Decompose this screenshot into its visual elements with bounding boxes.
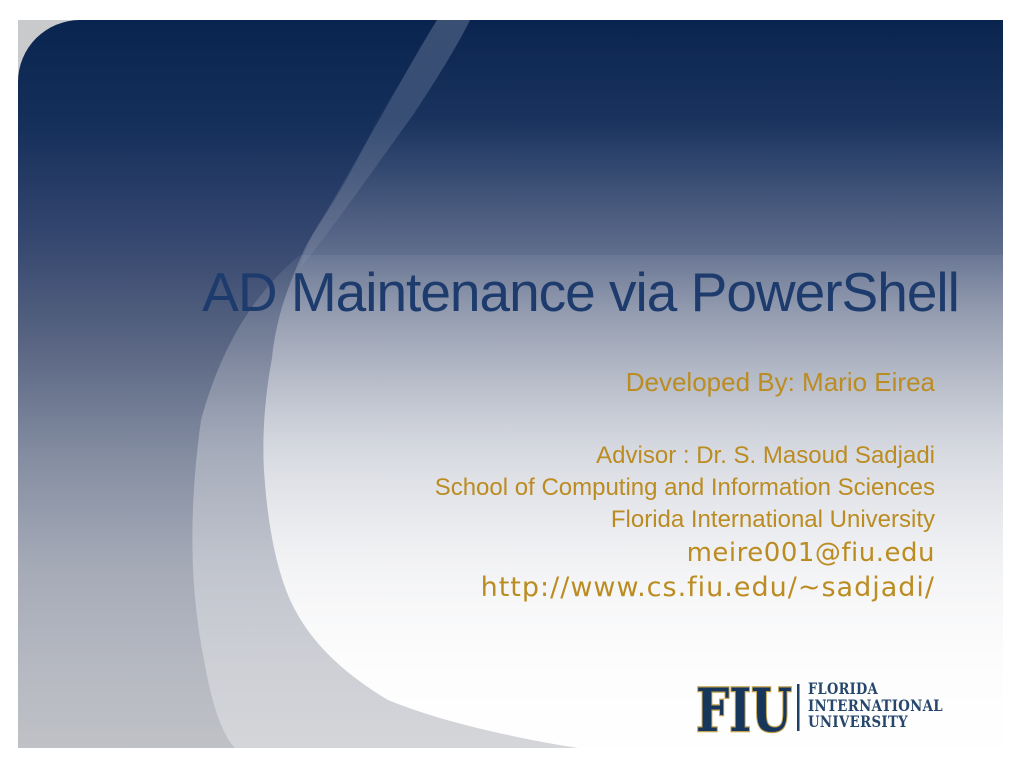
byline-text: Developed By: Mario Eirea bbox=[625, 367, 935, 397]
fiu-logo-name-line-2: INTERNATIONAL bbox=[808, 696, 943, 715]
slide-canvas bbox=[18, 20, 1003, 748]
email-text: meire001@fiu.edu bbox=[686, 538, 935, 568]
fiu-logo-name-line-3: UNIVERSITY bbox=[808, 712, 909, 731]
website-url-text: http://www.cs.fiu.edu/~sadjadi/ bbox=[480, 572, 935, 603]
advisor-block bbox=[138, 440, 935, 536]
fiu-logo-acronym: FIU bbox=[696, 678, 792, 742]
advisor-line: Advisor : Dr. S. Masoud Sadjadi bbox=[596, 442, 935, 469]
school-line: School of Computing and Information Sciences bbox=[434, 474, 935, 501]
university-line: Florida International University bbox=[610, 506, 935, 533]
fiu-logo-divider bbox=[797, 684, 800, 731]
fiu-logo-name-line-1: FLORIDA bbox=[808, 679, 879, 698]
slide-title: AD Maintenance via PowerShell bbox=[202, 261, 959, 323]
fiu-logo bbox=[678, 678, 978, 742]
